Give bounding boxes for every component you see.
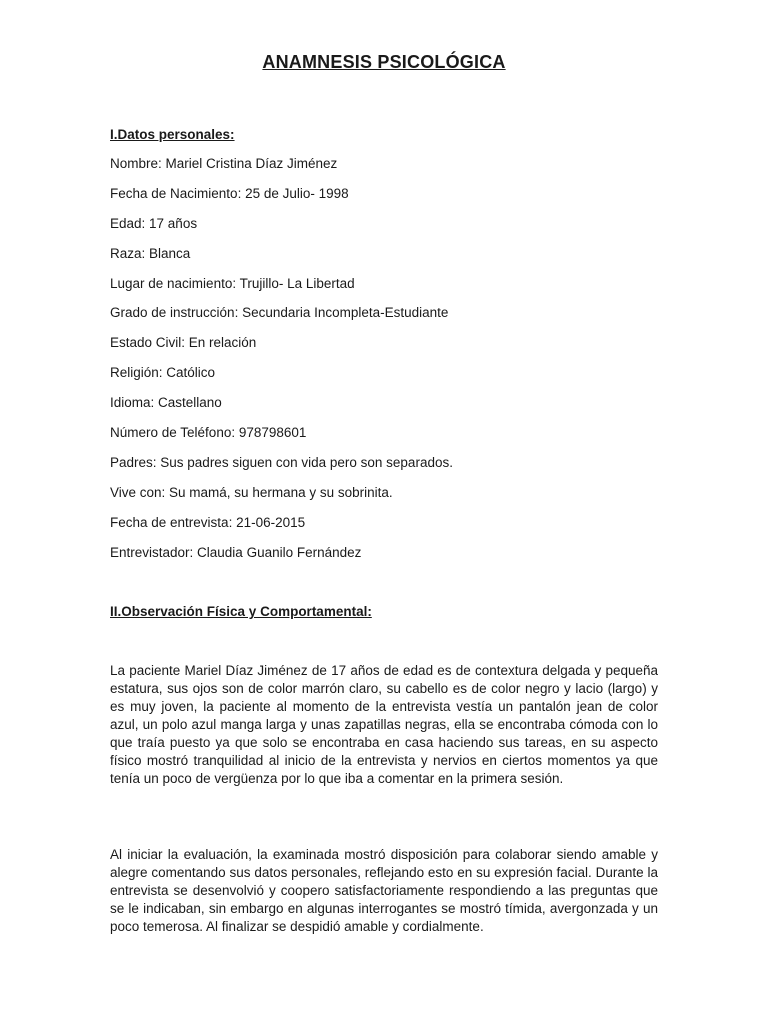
observation-paragraph: La paciente Mariel Díaz Jiménez de 17 años de edad es de contextura delgada y pequeña estatura, sus ojos son de color marrón claro, su cabello es de color negro y lacio (largo) y es muy joven, la paciente al momento de la entrevista vestía un pantalón jean de color azul, un polo azul manga larga y unas zapatillas negras, ella se encontraba cómoda con lo que traía puesto ya que solo se encontraba en casa haciendo sus tareas, en su aspecto físico mostró tranquilidad al inicio de la entrevista y nervios en ciertos momentos ya que tenía un poco de vergüenza por lo que iba a comentar en la primera sesión. xyxy=(110,663,658,786)
section-heading-observacion: II.Observación Física y Comportamental: xyxy=(110,604,372,619)
document-title: ANAMNESIS PSICOLÓGICA xyxy=(262,52,506,72)
field-nombre: Nombre: Mariel Cristina Díaz Jiménez xyxy=(110,156,338,171)
field-lugar-nacimiento: Lugar de nacimiento: Trujillo- La Libertad xyxy=(110,275,355,291)
personal-data-list xyxy=(110,156,453,574)
field-fecha-nacimiento: Fecha de Nacimiento: 25 de Julio- 1998 xyxy=(110,185,349,201)
field-fecha-entrevista: Fecha de entrevista: 21-06-2015 xyxy=(110,514,306,530)
field-estado-civil: Estado Civil: En relación xyxy=(110,335,257,351)
field-padres: Padres: Sus padres siguen con vida pero son separados. xyxy=(110,454,453,470)
field-vive-con: Vive con: Su mamá, su hermana y su sobrinita. xyxy=(110,484,393,500)
field-religion: Religión: Católico xyxy=(110,365,216,381)
section-heading-datos-personales: I.Datos personales: xyxy=(110,127,235,142)
field-raza: Raza: Blanca xyxy=(110,245,191,261)
field-telefono: Número de Teléfono: 978798601 xyxy=(110,425,307,441)
field-entrevistador: Entrevistador: Claudia Guanilo Fernández xyxy=(110,544,362,560)
evaluation-paragraph: Al iniciar la evaluación, la examinada mostró disposición para colaborar siendo amable y alegre comentando sus datos personales, reflejando esto en su expresión facial. Durante la entrevista se desenvolvió y coopero satisfactoriamente respondiendo a las preguntas que se le indicaban, sin embargo en algunas interrogantes se mostró tímida, avergonzada y un poco temerosa. Al finalizar se despidió amable y cordialmente. xyxy=(110,847,658,934)
field-grado-instruccion: Grado de instrucción: Secundaria Incompleta-Estudiante xyxy=(110,305,449,321)
field-edad: Edad: 17 años xyxy=(110,215,198,231)
field-idioma: Idioma: Castellano xyxy=(110,395,222,411)
